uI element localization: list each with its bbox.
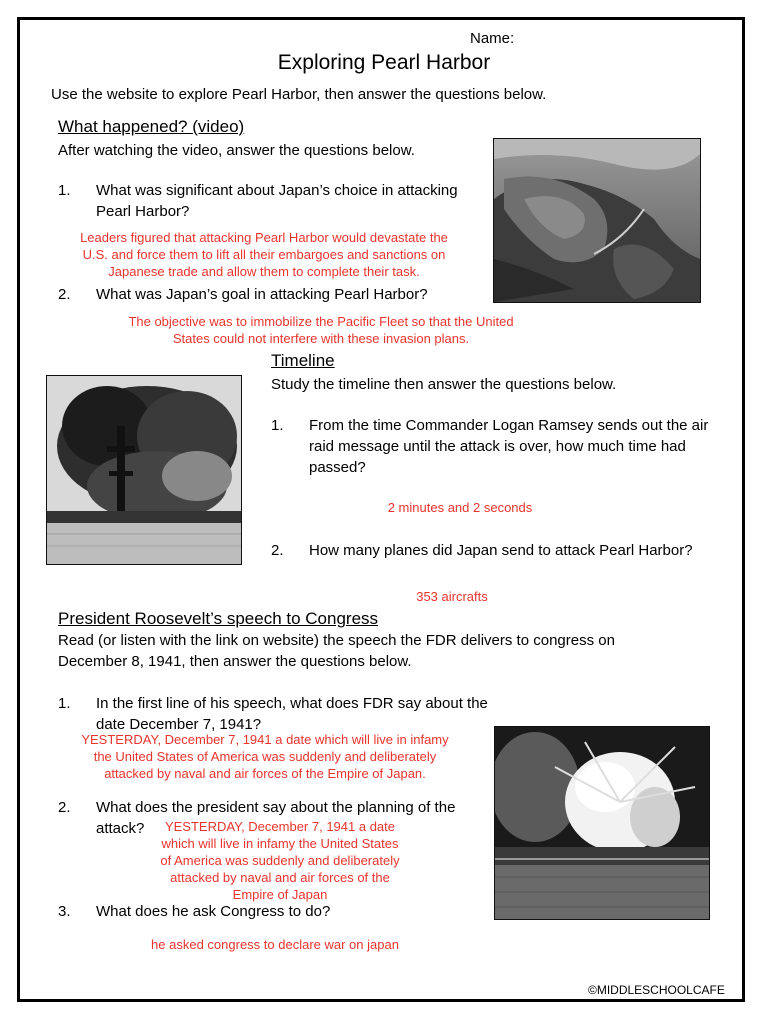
answer-line: Empire of Japan [232,887,328,902]
answer-1 [50,731,480,782]
answer-line: YESTERDAY, December 7, 1941 a date which will live in infamy [81,732,449,747]
question-number: 2. [271,542,284,559]
section-heading-what-happened: What happened? (video) [58,117,245,136]
question-1 [58,693,508,735]
section-intro: Study the timeline then answer the questions below. [271,376,617,393]
explosion-image [495,727,709,919]
question-text-line: raid message until the attack is over, how much time had [309,438,686,455]
question-text-line: Pearl Harbor? [96,203,190,220]
question-number: 2. [58,286,71,303]
question-text-line: What does the president say about the planning of the [96,799,456,816]
burning-battleship-image [47,376,241,564]
question-text: What was Japan’s goal in attacking Pearl Harbor? [96,286,428,303]
name-label: Name: [470,30,515,47]
intro-line: December 8, 1941, then answer the questions below. [58,653,412,670]
burning-battleship-photo [46,375,242,565]
answer-line: The objective was to immobilize the Pacific Fleet so that the United [128,314,514,329]
page-title: Exploring Pearl Harbor [277,51,491,74]
explosion-photo [494,726,710,920]
copyright: ©MIDDLESCHOOLCAFE [588,983,725,997]
question-text: How many planes did Japan send to attack Pearl Harbor? [309,542,693,559]
answer-2 [90,313,552,347]
answer-2 [140,818,420,903]
aerial-harbor-photo [493,138,701,303]
answer-1 [48,229,480,280]
answer-line: the United States of America was suddenly and deliberately [93,749,437,764]
section-intro: After watching the video, answer the questions below. [58,142,415,159]
instructions: Use the website to explore Pearl Harbor, then answer the questions below. [51,86,547,103]
question-1 [58,180,498,222]
question-text-line: What was significant about Japan’s choice in attacking [96,182,458,199]
question-text-line: From the time Commander Logan Ramsey sends out the air [309,417,709,434]
answer-line: YESTERDAY, December 7, 1941 a date [164,819,396,834]
question-2 [271,540,741,561]
intro-line: Read (or listen with the link on website) the speech the FDR delivers to congress on [58,632,615,649]
answer-line: of America was suddenly and deliberately [160,853,400,868]
section-heading-roosevelt-speech: President Roosevelt’s speech to Congress [58,609,379,628]
question-number: 1. [58,182,71,199]
answer-line: States could not interfere with these invasion plans. [172,331,470,346]
question-number: 2. [58,799,71,816]
question-number: 1. [271,417,284,434]
answer-line: U.S. and force them to lift all their embargoes and sanctions on [82,247,446,262]
section-heading-timeline: Timeline [271,351,335,370]
answer-3: he asked congress to declare war on japan [151,937,399,952]
question-1 [271,415,731,478]
answer-line: attacked by naval and air forces of the [170,870,390,885]
answer-line: Leaders figured that attacking Pearl Harbor would devastate the [80,230,448,245]
question-3 [58,901,498,922]
aerial-harbor-image [494,139,700,302]
section-intro [58,630,738,672]
answer-1: 2 minutes and 2 seconds [387,500,533,515]
answer-line: which will live in infamy the United States [161,836,399,851]
question-number: 3. [58,903,71,920]
question-text: What does he ask Congress to do? [96,903,331,920]
answer-2: 353 aircrafts [416,589,488,604]
question-text-line: attack? [96,820,145,837]
question-text-line: passed? [309,459,366,476]
answer-line: attacked by naval and air forces of the Empire of Japan. [104,766,426,781]
question-number: 1. [58,695,71,712]
question-2 [58,284,498,305]
answer-line: Japanese trade and allow them to complete their task. [108,264,420,279]
question-text-line: date December 7, 1941? [96,716,262,733]
question-text-line: In the first line of his speech, what does FDR say about the [96,695,488,712]
